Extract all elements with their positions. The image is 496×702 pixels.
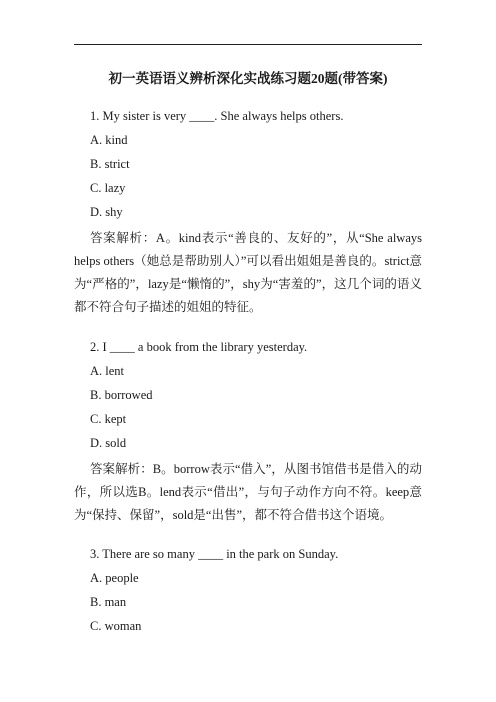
question-3-stem: 3. There are so many ____ in the park on Sunday. bbox=[90, 547, 339, 561]
document-title: 初一英语语义辨析深化实战练习题20题(带答案) bbox=[108, 71, 388, 86]
question-3-option-a: A. people bbox=[90, 571, 139, 585]
question-2-option-d: D. sold bbox=[90, 436, 127, 450]
question-1-option-c: C. lazy bbox=[90, 181, 126, 195]
question-2-option-c: C. kept bbox=[90, 412, 127, 426]
header-rule bbox=[74, 44, 422, 45]
question-1-option-b: B. strict bbox=[90, 157, 130, 171]
question-2-explanation: 答案解析：B。borrow表示“借入”，从图书馆借书是借入的动作，所以选B。lend表示“借出”，与句子动作方向不符。keep意为“保持、保留”，sold是“出售”，都不符合借书这个语境。 bbox=[74, 462, 422, 522]
question-2-option-b: B. borrowed bbox=[90, 388, 153, 402]
question-1-option-d: D. shy bbox=[90, 205, 123, 219]
question-1-explanation: 答案解析：A。kind表示“善良的、友好的”，从“She always helps others（她总是帮助别人）”可以看出姐姐是善良的。strict意为“严格的”，lazy是“懒惰的”，shy为“害羞的”，这几个词的语义都不符合句子描述的姐姐的特征。 bbox=[74, 231, 422, 314]
question-3-option-c: C. woman bbox=[90, 619, 142, 633]
question-1-option-a: A. kind bbox=[90, 133, 128, 147]
question-3-option-b: B. man bbox=[90, 595, 127, 609]
question-2-stem: 2. I ____ a book from the library yesterday. bbox=[90, 340, 308, 354]
question-2-option-a: A. lent bbox=[90, 364, 125, 378]
question-1-stem: 1. My sister is very ____. She always helps others. bbox=[90, 109, 344, 123]
